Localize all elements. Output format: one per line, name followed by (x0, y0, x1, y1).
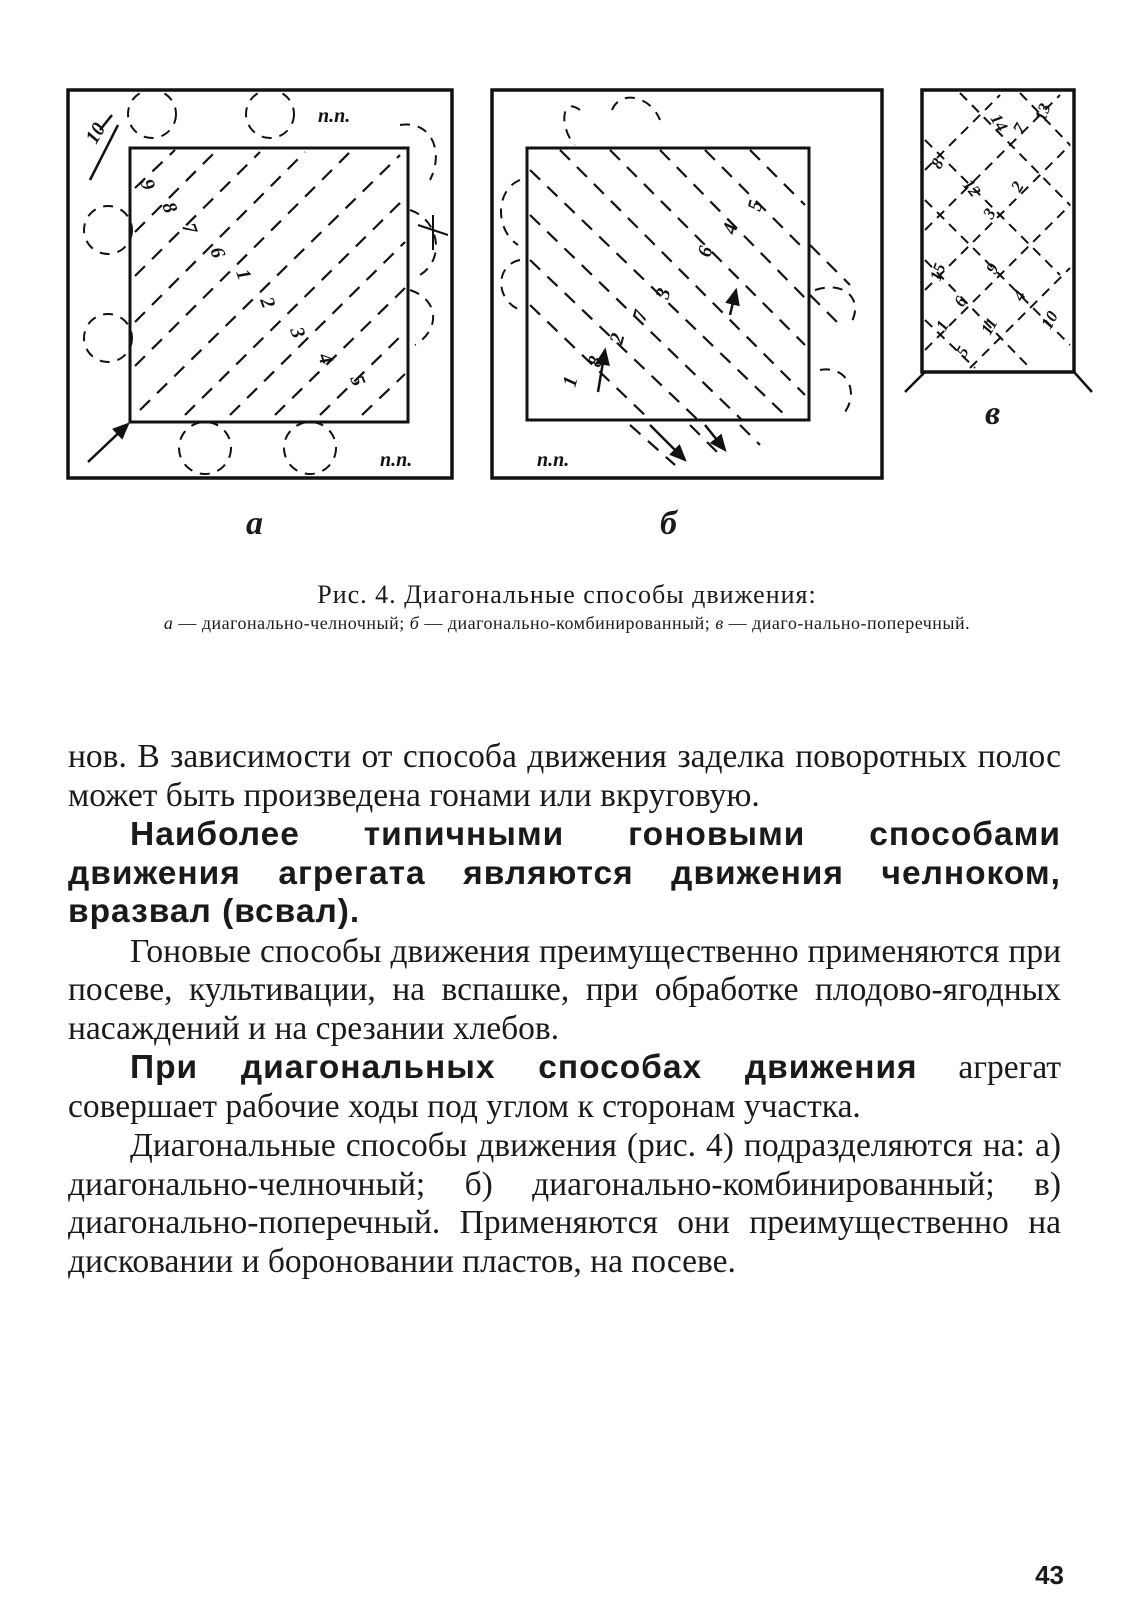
diagram-b-num-7: 7 (628, 307, 653, 324)
diagram-c-num-12: 12 (958, 175, 985, 201)
diagram-a-num-1: 1 (231, 266, 256, 284)
diagram-c-num-9: 9 (982, 260, 1003, 277)
diagram-c-num-6: 6 (950, 293, 971, 310)
diagram-c (905, 90, 1092, 392)
caption-legend-c: — диаго-нально-поперечный. (723, 613, 971, 633)
diagram-c-labels (926, 100, 1062, 360)
paragraph-4-rest: агрегат совершает рабочие ходы под углом к сторонам участка. (68, 1049, 1061, 1125)
diagram-b-num-1: 1 (558, 373, 583, 390)
diagram-a-num-5: 5 (345, 372, 370, 390)
figure-diagrams (0, 0, 1134, 560)
diagram-a-pp-top: п.п. (318, 105, 351, 127)
page-number: 43 (1035, 1560, 1064, 1590)
diagram-c-num-15: 15 (925, 260, 950, 284)
diagram-a-num-3: 3 (285, 324, 310, 342)
caption-key-c: в (715, 613, 724, 633)
diagram-a-num-10: 10 (81, 119, 111, 148)
diagram-b-num-4: 4 (718, 220, 743, 237)
paragraph-2-bold: Наиболее типичными гоновыми способами движения агрегата являются движения челноком, вразвал (всвал). (68, 816, 1061, 930)
diagram-c-num-2: 2 (1007, 178, 1028, 195)
diagram-a-num-9: 9 (135, 176, 160, 194)
diagram-a-num-4: 4 (313, 350, 338, 368)
diagram-c-num-1: 1 (932, 317, 953, 334)
diagram-a-num-7: 7 (177, 220, 202, 238)
caption-legend-a: — диагонально-челночный; (173, 613, 410, 633)
diagram-c-num-8: 8 (927, 155, 948, 172)
diagram-a-num-8: 8 (157, 199, 182, 217)
diagram-c-num-13: 13 (1030, 100, 1055, 124)
figure-4 (0, 0, 1134, 560)
diagram-a (68, 90, 452, 478)
diagram-c-num-10: 10 (1037, 307, 1062, 332)
paragraph-2 (68, 816, 1061, 932)
diagram-c-num-11: 11 (977, 314, 1002, 338)
figure-letter-b: б (660, 505, 677, 542)
diagram-c-num-14: 14 (986, 110, 1012, 135)
diagram-b-num-8: 8 (583, 353, 608, 370)
diagram-a-num-2: 2 (255, 294, 280, 312)
paragraph-4-bold: При диагональных способах движения (130, 1049, 918, 1086)
figure-caption (60, 578, 1074, 634)
diagram-a-pp-bottom: п.п. (380, 449, 413, 471)
diagram-b-num-2: 2 (605, 330, 630, 347)
figure-letter-c: в (985, 395, 1001, 432)
diagram-b-num-3: 3 (651, 285, 676, 302)
diagram-c-num-3: 3 (979, 205, 1000, 222)
diagram-b-pp: п.п. (537, 449, 570, 471)
body-text (68, 738, 1061, 1281)
diagram-b-num-6: 6 (693, 243, 718, 260)
caption-title: Рис. 4. Диагональные способы движения: (317, 580, 817, 609)
caption-legend-b: — диагонально-комбинированный; (419, 613, 716, 633)
paragraph-5: Диагональные способы движения (рис. 4) подразделяются на: а) диагонально-челночный; б) диагонально-комбинированный; в) диагонально-поперечный. Применяются они преимущественно на дисковании и бороновании пластов, на посеве. (68, 1127, 1061, 1280)
paragraph-1: нов. В зависимости от способа движения заделка поворотных полос может быть произведена гонами или вкруговую. (68, 738, 1061, 814)
diagram-c-num-4: 4 (1009, 287, 1030, 304)
paragraph-3: Гоновые способы движения преимущественно применяются при посеве, культивации, на вспашке, при обработке плодово-ягодных насаждений и на срезании хлебов. (68, 932, 1061, 1047)
diagram-c-num-5: 5 (952, 343, 973, 360)
diagram-a-num-6: 6 (205, 244, 230, 262)
figure-letter-a: а (246, 505, 263, 542)
diagram-c-num-7: 7 (1009, 120, 1030, 137)
caption-key-a: а (163, 613, 174, 633)
diagram-b (492, 90, 882, 478)
caption-legend (60, 612, 1074, 634)
diagram-b-num-5: 5 (743, 197, 768, 214)
paragraph-4 (68, 1049, 1061, 1126)
caption-key-b: б (409, 613, 420, 633)
